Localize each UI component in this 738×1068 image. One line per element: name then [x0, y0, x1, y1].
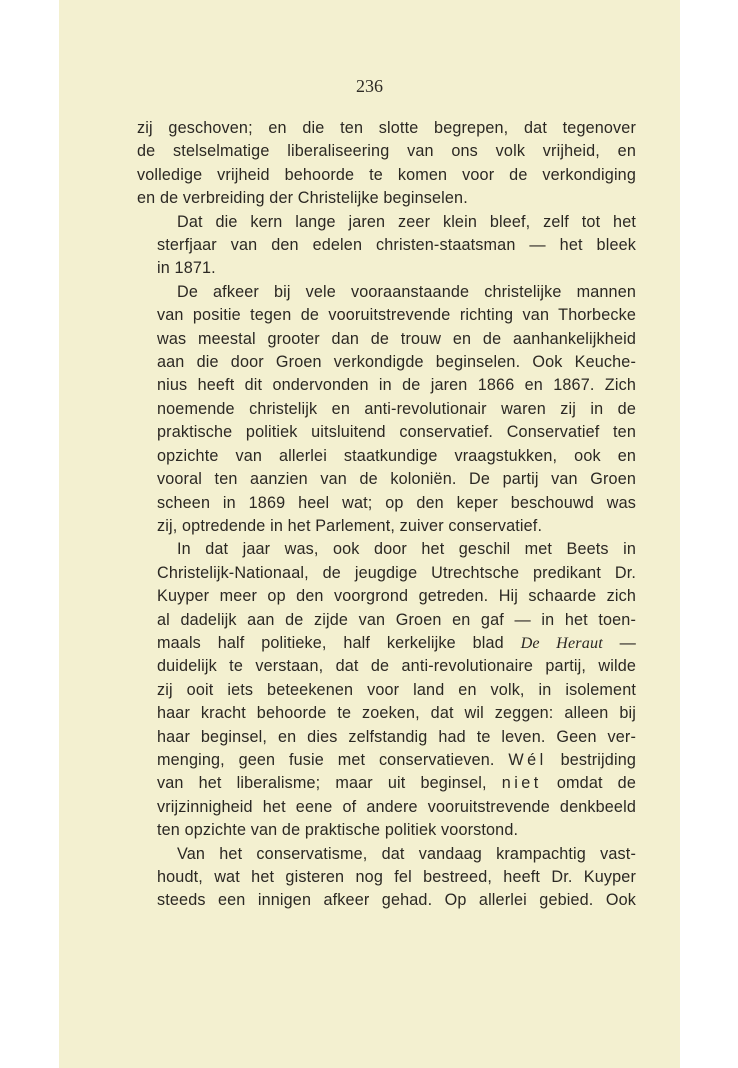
text-line	[137, 749, 636, 772]
text-fragment: menging, geen fusie met conservatieven.	[157, 750, 495, 769]
text-line: Christelijk-Nationaal, de jeugdige Utrechtsche predikant Dr.	[157, 563, 636, 582]
text-line: aan die door Groen verkondigde beginselen. Ook Keuche-	[157, 353, 636, 372]
text-fragment: omdat de	[556, 774, 636, 793]
text-line: scheen in 1869 heel wat; op den keper beschouwd was	[157, 493, 636, 512]
text-line	[137, 632, 636, 655]
text-fragment: bestrijding	[560, 750, 636, 769]
text-line: haar kracht behoorde te zoeken, dat wil zeggen: alleen bij	[157, 704, 636, 723]
text-line: al dadelijk aan de zijde van Groen en gaf — in het toen-	[157, 610, 636, 629]
emphasized-word: Wél	[508, 750, 547, 769]
text-line	[137, 772, 636, 795]
text-line: vooral ten aanzien van de koloniën. De partij van Groen	[157, 470, 636, 489]
text-line: was meestal grooter dan de trouw en de aanhankelijkheid	[157, 329, 636, 348]
text-line: Van het conservatisme, dat vandaag krampachtig vast-	[177, 844, 636, 863]
paragraph-4	[137, 538, 636, 842]
book-page	[59, 0, 680, 1068]
text-line: de stelselmatige liberaliseering van ons volk vrijheid, en	[137, 142, 636, 161]
text-line: zij ooit iets beteekenen voor land en volk, in isolement	[157, 680, 636, 699]
text-line: duidelijk te verstaan, dat de anti-revolutionaire partij, wilde	[157, 657, 636, 676]
text-line: In dat jaar was, ook door het geschil met Beets in	[177, 540, 636, 559]
text-line: praktische politiek uitsluitend conservatief. Conservatief ten	[157, 423, 636, 442]
text-line: zij geschoven; en die ten slotte begrepen, dat tegenover	[137, 119, 636, 137]
text-line: noemende christelijk en anti-revolutionair waren zij in de	[157, 399, 636, 418]
paragraph-2	[137, 211, 636, 281]
text-line: sterfjaar van den edelen christen-staatsman — het bleek	[157, 236, 636, 255]
body-text	[137, 117, 636, 913]
paragraph-5	[137, 843, 636, 913]
text-line: houdt, wat het gisteren nog fel bestreed, heeft Dr. Kuyper	[157, 868, 636, 886]
text-line: van positie tegen de vooruitstrevende richting van Thorbecke	[157, 306, 636, 325]
text-line: in 1871.	[157, 259, 216, 278]
text-line: volledige vrijheid behoorde te komen voor de verkondiging	[137, 165, 636, 184]
page-number: 236	[356, 76, 383, 96]
text-fragment: —	[602, 633, 636, 652]
text-line: steeds een innigen afkeer gehad. Op allerlei gebied. Ook	[157, 891, 636, 910]
journal-title: De Heraut	[520, 633, 603, 652]
text-fragment: maals half politieke, half kerkelijke blad	[157, 633, 521, 652]
text-line: haar beginsel, en dies zelfstandig had te leven. Geen ver-	[157, 727, 636, 746]
paragraph-1	[137, 117, 636, 211]
paragraph-3	[137, 281, 636, 538]
text-line: opzichte van allerlei staatkundige vraagstukken, ook en	[157, 446, 636, 465]
text-line: Kuyper meer op den voorgrond getreden. Hij schaarde zich	[157, 587, 636, 606]
text-line: en de verbreiding der Christelijke beginselen.	[137, 189, 468, 208]
emphasized-word: niet	[501, 774, 542, 793]
text-line: nius heeft dit ondervonden in de jaren 1866 en 1867. Zich	[157, 376, 636, 395]
text-line: zij, optredende in het Parlement, zuiver conservatief.	[157, 516, 543, 535]
text-line: De afkeer bij vele vooraanstaande christelijke mannen	[177, 282, 636, 301]
text-line: vrijzinnigheid het eene of andere vooruitstrevende denkbeeld	[157, 797, 636, 816]
text-line: ten opzichte van de praktische politiek voorstond.	[157, 821, 519, 840]
text-fragment: van het liberalisme; maar uit beginsel,	[157, 774, 487, 793]
text-line: Dat die kern lange jaren zeer klein bleef, zelf tot het	[177, 212, 636, 231]
